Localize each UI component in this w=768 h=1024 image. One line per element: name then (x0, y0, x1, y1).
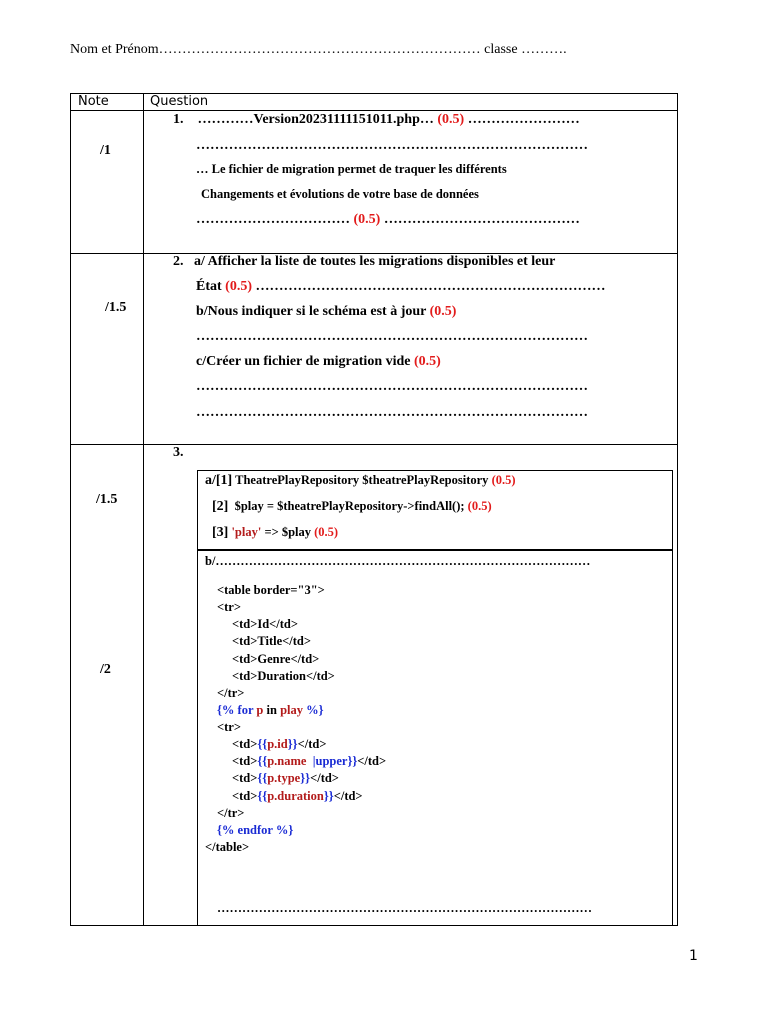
q1-dots-b: …………………………………… (383, 212, 580, 227)
twig-brace: }} (323, 789, 334, 803)
twig-brace: }} (300, 771, 311, 785)
exam-table (70, 93, 678, 926)
html-tag: <td> (232, 771, 258, 785)
twig-in: in (266, 703, 277, 717)
q2-a-text: a/ Afficher la liste de toutes les migrations disponibles et leur (194, 254, 556, 269)
html-tag: <td> (232, 789, 258, 803)
q2-c-line (196, 354, 441, 370)
code-line: <td>Title</td> (232, 634, 311, 648)
html-tag: </td> (297, 737, 327, 751)
name-class-line: Nom et Prénom…………………………………………………………… classe ………. (70, 42, 567, 57)
q1-dots: …………………… (467, 112, 580, 127)
q2-a-points: (0.5) (225, 279, 252, 294)
code-line: <tr> (217, 600, 241, 614)
q1-line3: … Le fichier de migration permet de traquer les différents (196, 162, 507, 176)
q3-bottom-dots: ……………………………………………………………………………… (217, 901, 592, 915)
code-line (217, 703, 324, 718)
q2-a-line2 (196, 279, 606, 295)
twig-var: p.type (267, 771, 301, 785)
html-tag: </td> (333, 789, 363, 803)
code-line (232, 771, 339, 786)
q1-points-2: (0.5) (353, 212, 381, 227)
q3-score-b: /2 (100, 662, 111, 677)
q1-dots-a: …………………………… (196, 212, 350, 227)
q3-b-box (197, 550, 673, 926)
twig-brace: }} (287, 737, 298, 751)
twig-brace: {{ (257, 789, 268, 803)
q3-number: 3. (173, 445, 184, 460)
q3-a3-text: => $play (264, 525, 311, 539)
column-divider (143, 94, 144, 925)
q1-line2: ………………………………………………………………………… (196, 138, 588, 153)
q2-b-text: b/Nous indiquer si le schéma est à jour (196, 304, 427, 319)
q2-c-points: (0.5) (414, 354, 441, 369)
twig-var: p.duration (267, 789, 324, 803)
html-tag: <td> (232, 754, 258, 768)
code-line: </table> (205, 840, 250, 854)
q2-c-dots-1: ………………………………………………………………………… (196, 379, 588, 394)
q3-a1-line (205, 473, 516, 489)
q2-number: 2. (173, 254, 184, 269)
q2-b-dots: ………………………………………………………………………… (196, 329, 588, 344)
q3-a1-text: TheatrePlayRepository $theatrePlayRepository (235, 473, 489, 487)
code-line (232, 754, 386, 769)
twig-tag: {% for (217, 703, 254, 717)
code-line: <tr> (217, 720, 241, 734)
code-line: {% endfor %} (217, 823, 294, 837)
q2-a-dots: ………………………………………………………………… (255, 279, 606, 294)
q2-b-line (196, 304, 456, 320)
q3-b-line: b/……………………………………………………………………………… (205, 554, 591, 568)
q3-a3-label: [3] (212, 525, 229, 540)
q2-a-line1 (173, 254, 555, 270)
q3-a3-points: (0.5) (314, 525, 339, 539)
q1-line5 (196, 212, 580, 228)
twig-tag: %} (306, 703, 324, 717)
q2-b-points: (0.5) (429, 304, 457, 319)
q3-score-a: /1.5 (96, 492, 118, 507)
q1-line4: Changements et évolutions de votre base de données (201, 187, 479, 201)
code-line: <td>Genre</td> (232, 652, 320, 666)
q3-a3-key: 'play' (231, 525, 262, 539)
twig-var: p.name (267, 754, 307, 768)
q3-a1-label: a/[1] (205, 473, 233, 488)
col-header-question: Question (150, 94, 209, 109)
q2-a-word: État (196, 279, 222, 294)
html-tag: <td> (232, 737, 258, 751)
q1-line1 (173, 112, 580, 128)
twig-var: p.id (267, 737, 288, 751)
code-line: <table border="3"> (217, 583, 325, 597)
q2-c-text: c/Créer un fichier de migration vide (196, 354, 411, 369)
twig-filter: |upper}} (312, 754, 358, 768)
code-line: <td>Id</td> (232, 617, 299, 631)
code-line: <td>Duration</td> (232, 669, 335, 683)
code-line: </tr> (217, 806, 245, 820)
q3-a2-text: $play = $theatrePlayRepository->findAll(); (234, 499, 465, 513)
code-line: </tr> (217, 686, 245, 700)
twig-brace: {{ (257, 737, 268, 751)
q3-a2-label: [2] (212, 499, 229, 514)
twig-brace: {{ (257, 754, 268, 768)
page-number: 1 (689, 948, 698, 964)
html-tag: </td> (310, 771, 339, 785)
code-line (232, 737, 326, 752)
row-divider (71, 110, 677, 111)
twig-var: play (280, 703, 303, 717)
q3-a1-points: (0.5) (491, 473, 516, 487)
q3-a-box (197, 470, 673, 550)
q3-a2-line (212, 499, 492, 515)
q1-answer-file: …………Version20231111151011.php… (197, 112, 434, 127)
q3-a2-points: (0.5) (467, 499, 492, 513)
row-divider (71, 444, 677, 445)
twig-brace: {{ (257, 771, 268, 785)
q2-score: /1.5 (105, 300, 127, 315)
q3-a3-line (212, 525, 338, 541)
code-line (232, 789, 363, 804)
twig-var: p (256, 703, 264, 717)
q1-points-1: (0.5) (437, 112, 465, 127)
q2-c-dots-2: ………………………………………………………………………… (196, 405, 588, 420)
q1-number: 1. (173, 112, 184, 127)
html-tag: </td> (357, 754, 387, 768)
col-header-note: Note (78, 94, 109, 109)
q1-score: /1 (100, 143, 111, 158)
